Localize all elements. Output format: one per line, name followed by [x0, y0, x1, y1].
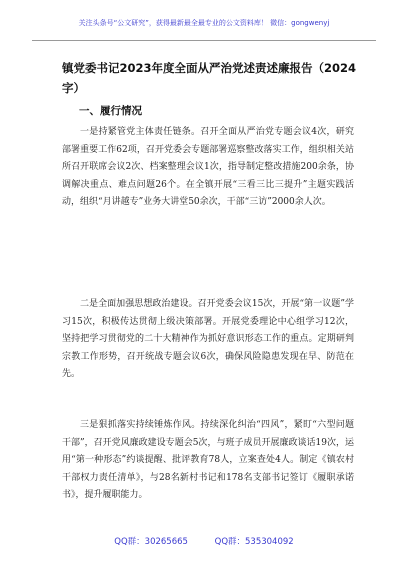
footer-qq-group-2: QQ群：535304092 [214, 537, 294, 547]
document-title: 镇党委书记2023年度全面从严治党述责述廉报告（2024字） [62, 61, 357, 95]
footer [0, 535, 408, 547]
paragraph-1: 一是持紧管党主体责任链条。召开全面从严治党专题会议4次，研究部署重要工作62项，召开党委会专题部署巡察整改落实工作，组织相关站所召开联席会议2次、档案整理会议1次，指导制定整改措施200余条，协调解决重点、难点问题26个。在全镇开展“三看三比三提升”主题实践活动，组织“月讲越专”业务大讲堂50余次，干部“三访”2000余人次。 [62, 127, 354, 207]
section-heading: 一、履行情况 [79, 105, 142, 117]
paragraph-3: 三是狠抓落实持续锤炼作风。持续深化纠治“四风”，紧盯“六型问题干部”，召开党风廉政建设专题会5次，与班子成员开展廉政谈话19次，运用“第一种形态”约谈提醒、批评教育78人，立案查处4人。制定《镇农村干部权力责任清单》，与28名新村书记和178名支部书记签订《履职承诺书》，提升履职能力。 [62, 420, 354, 500]
header-banner: 关注头条号“公文研究”，获得最新最全最专业的公文资料库！ 微信：gongwenyj [78, 19, 330, 27]
footer-qq-group-1: QQ群：30265665 [114, 537, 188, 547]
header-divider [32, 40, 376, 41]
paragraph-2: 二是全面加强思想政治建设。召开党委会议15次，开展“第一议题”学习15次，积极传达贯彻上级决策部署。开展党委理论中心组学习12次，坚持把学习贯彻党的二十大精神作为抓好意识形态工作的重点。定期研判宗教工作形势，召开统战专题会议6次，确保风险隐患发现在早、防范在先。 [62, 299, 354, 379]
